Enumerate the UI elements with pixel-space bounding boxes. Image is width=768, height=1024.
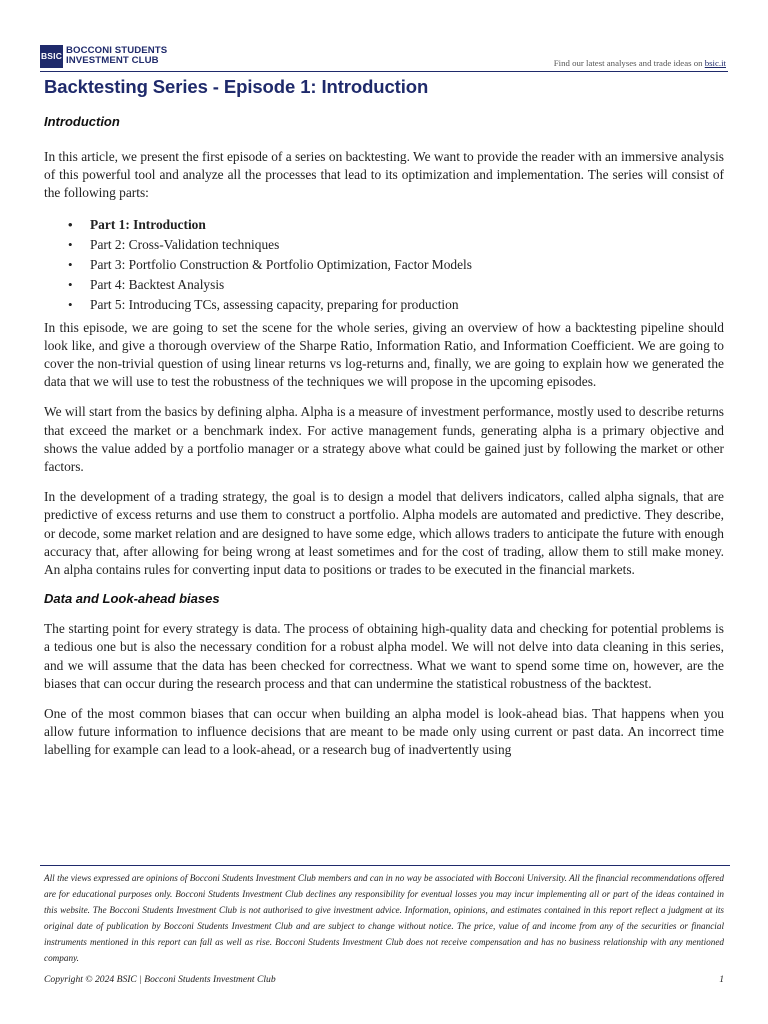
list-item: • Part 1: Introduction [44, 215, 724, 235]
page-footer [44, 974, 724, 985]
bsic-logo[interactable] [40, 44, 167, 68]
series-parts-list [44, 215, 724, 315]
footer-divider [40, 865, 730, 866]
page-header [40, 44, 728, 72]
paragraph: The starting point for every strategy is data. The process of obtaining high-quality data and checking for potential problems is a tedious one but is also the necessary condition for a robust alpha model. We will not delve into data cleaning in this series, and we will assume that the data has been checked for correctness. What we want to spend some time on, however, are the biases that can occur during the research process and that can undermine the statistical robustness of the backtest. [44, 621, 724, 691]
copyright: Copyright © 2024 BSIC | Bocconi Students Investment Club [44, 974, 276, 985]
paragraph: In this article, we present the first episode of a series on backtesting. We want to provide the reader with an immersive analysis of this powerful tool and analyze all the processes that lead to its optimization and implementation. The series will consist of the following parts: [44, 149, 724, 201]
list-item: • Part 4: Backtest Analysis [44, 275, 724, 295]
list-item: • Part 5: Introducing TCs, assessing capacity, preparing for production [44, 295, 724, 315]
article-title: Backtesting Series - Episode 1: Introduction [44, 76, 429, 97]
website-link[interactable]: bsic.it [704, 58, 726, 68]
header-tagline [554, 58, 726, 68]
tagline-text: Find our latest analyses and trade ideas on [553, 58, 705, 68]
paragraph: We will start from the basics by defining alpha. Alpha is a measure of investment performance, mostly used to describe returns that exceed the market or a benchmark index. For active management funds, generating alpha is a primary objective and shows the value added by a portfolio manager or a strategy above what could be gained just by following the market or other factors. [44, 404, 724, 475]
page-number: 1 [719, 974, 724, 985]
list-item: • Part 3: Portfolio Construction & Portfolio Optimization, Factor Models [44, 255, 724, 275]
logo-line-2: INVESTMENT CLUB [66, 55, 159, 66]
article-body [44, 148, 724, 844]
section-heading-introduction: Introduction [44, 114, 120, 129]
paragraph: One of the most common biases that can occur when building an alpha model is look-ahead bias. That happens when you allow future information to influence decisions that are meant to be made only using current or past data. An incorrect time labelling for example can lead to a look-ahead, or a research bug of inadvertently using [44, 706, 724, 758]
article-content [44, 114, 724, 143]
logo-wordmark [66, 46, 167, 65]
logo-mark: BSIC [40, 45, 63, 68]
disclaimer: All the views expressed are opinions of Bocconi Students Investment Club members and can in no way be associated with Bocconi University. All the financial recommendations offered are for educational purposes only. Bocconi Students Investment Club declines any responsibility for eventual losses you may incur implementing all or part of the ideas contained in this website. The Bocconi Students Investment Club is not authorised to give investment advice. Information, opinions, and estimates contained in this report reflect a judgment at its original date of publication by Bocconi Students Investment Club and are subject to change without notice. The price, value of and income from any of the securities or financial instruments mentioned in this report can fall as well as rise. Bocconi Students Investment Club does not receive compensation and has no business relationship with any mentioned company. [44, 873, 724, 963]
paragraph: In the development of a trading strategy, the goal is to design a model that delivers indicators, called alpha signals, that are predictive of excess returns and use them to construct a portfolio. Alpha models are automated and predictive. They describe, or decode, some market relation and are designed to have some edge, which allows traders to anticipate the future with enough accuracy that, after allowing for being wrong at least sometimes and for the cost of trading, allow them to still make money. An alpha contains rules for converting input data to positions or trades to be executed in the financial markets. [44, 489, 724, 578]
paragraph: In this episode, we are going to set the scene for the whole series, giving an overview of how a backtesting pipeline should look like, and give a thorough overview of the Sharpe Ratio, Information Ratio, and Information Coefficient. We are going to cover the non-trivial question of using linear returns vs log-returns and, finally, we are going to explain how we generated the data that we will use to test the robustness of the techniques we will propose in the upcoming episodes. [44, 319, 724, 390]
logo-line-1: BOCCONI STUDENTS [66, 45, 168, 57]
list-item: • Part 2: Cross-Validation techniques [44, 235, 724, 255]
section-heading-data: Data and Look-ahead biases [44, 591, 220, 607]
